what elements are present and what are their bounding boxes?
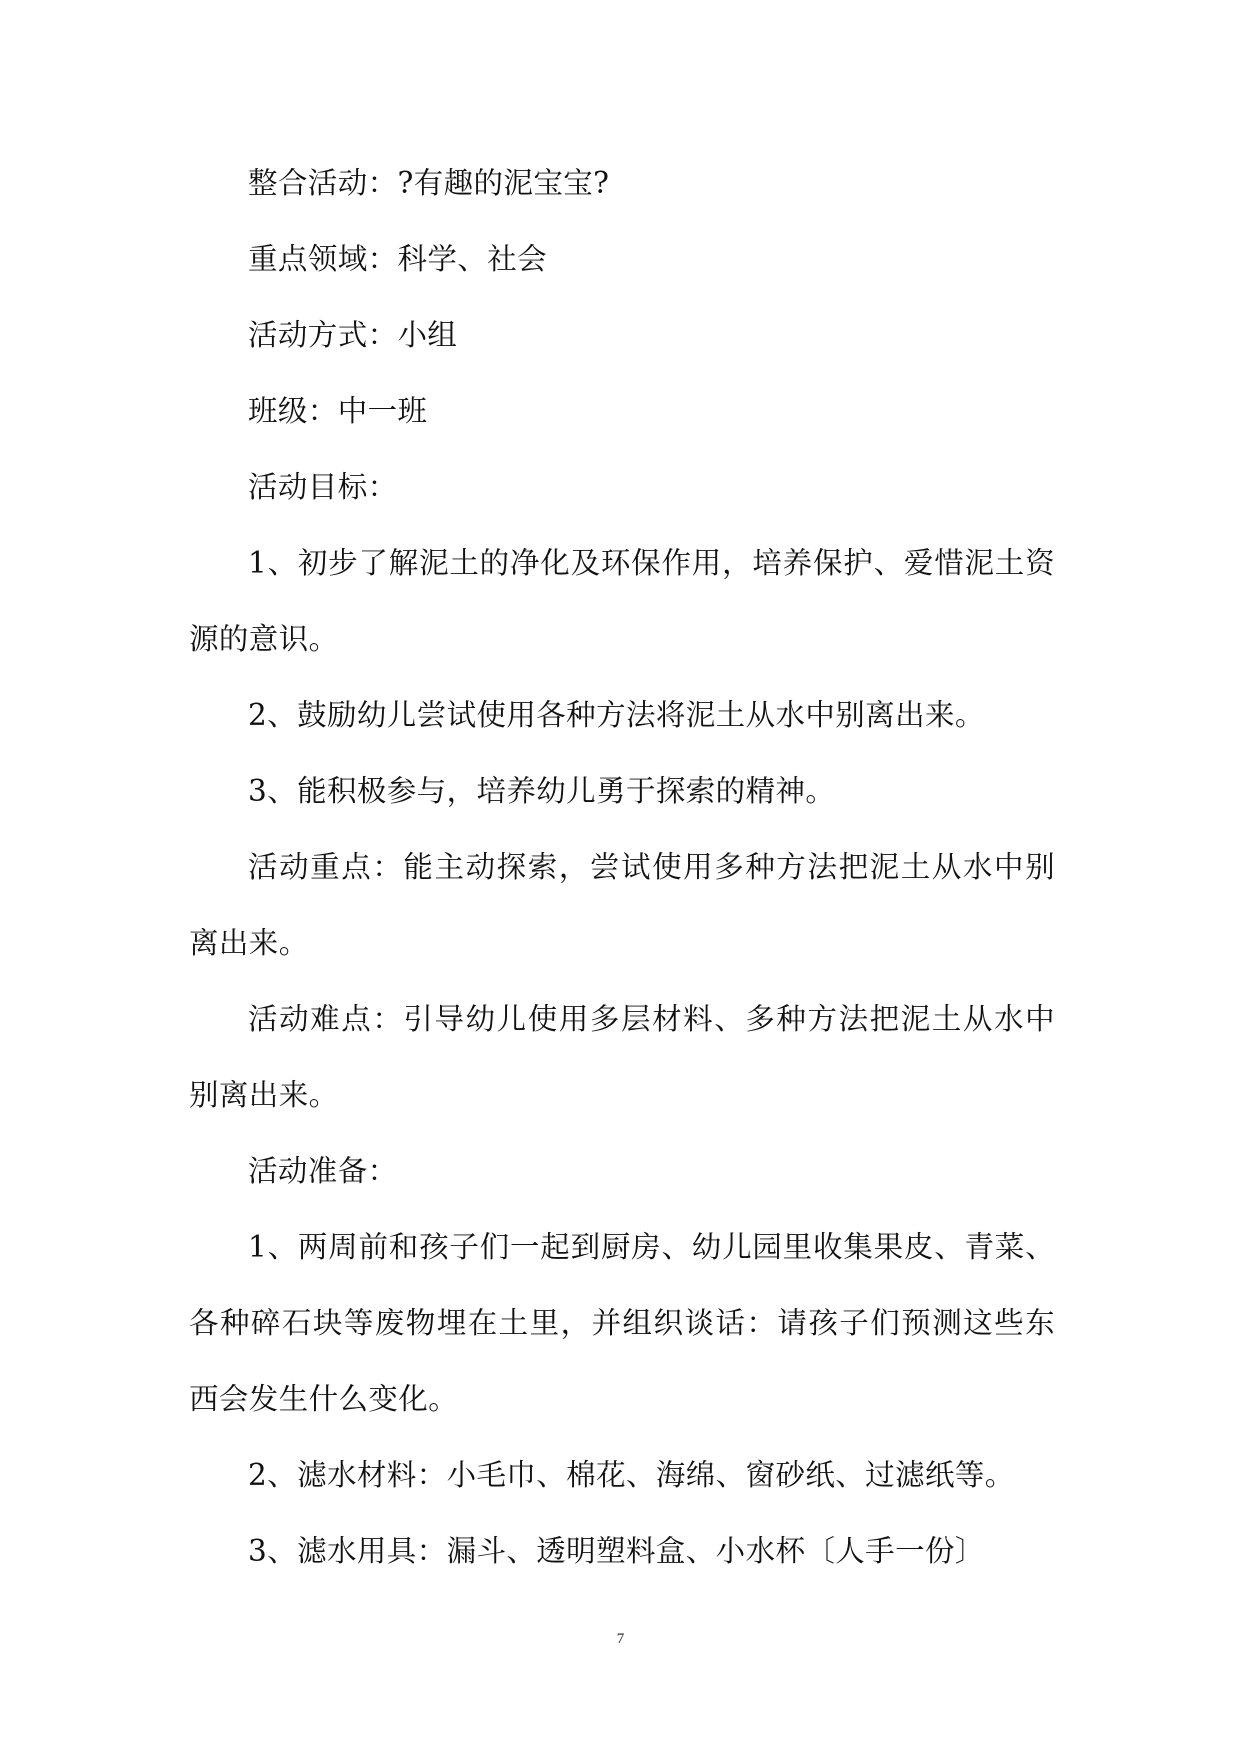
goal-item-1: 1、初步了解泥土的净化及环保作用，培养保护、爱惜泥土资源的意识。: [189, 546, 1055, 656]
class-name: 班级：中一班: [248, 394, 428, 428]
activity-title: 整合活动：?有趣的泥宝宝?: [248, 166, 610, 200]
difficulty: 活动难点：引导幼儿使用多层材料、多种方法把泥土从水中别离出来。: [189, 1002, 1055, 1112]
goals-heading: 活动目标：: [248, 470, 398, 504]
key-point: 活动重点：能主动探索，尝试使用多种方法把泥土从水中别离出来。: [189, 850, 1055, 960]
document-body: [189, 145, 1055, 1589]
page-number: 7: [616, 1631, 625, 1647]
focus-domain: 重点领域：科学、社会: [248, 242, 548, 276]
preparation-item-3: 3、滤水用具：漏斗、透明塑料盒、小水杯〔人手一份〕: [248, 1534, 985, 1568]
preparation-item-1: 1、两周前和孩子们一起到厨房、幼儿园里收集果皮、青菜、各种碎石块等废物埋在土里，并组织谈话：请孩子们预测这些东西会发生什么变化。: [189, 1230, 1055, 1416]
activity-mode: 活动方式：小组: [248, 318, 458, 352]
preparation-item-2: 2、滤水材料：小毛巾、棉花、海绵、窗砂纸、过滤纸等。: [248, 1458, 1015, 1492]
preparation-heading: 活动准备：: [248, 1154, 398, 1188]
goal-item-3: 3、能积极参与，培养幼儿勇于探索的精神。: [248, 774, 836, 808]
goal-item-2: 2、鼓励幼儿尝试使用各种方法将泥土从水中别离出来。: [248, 698, 985, 732]
